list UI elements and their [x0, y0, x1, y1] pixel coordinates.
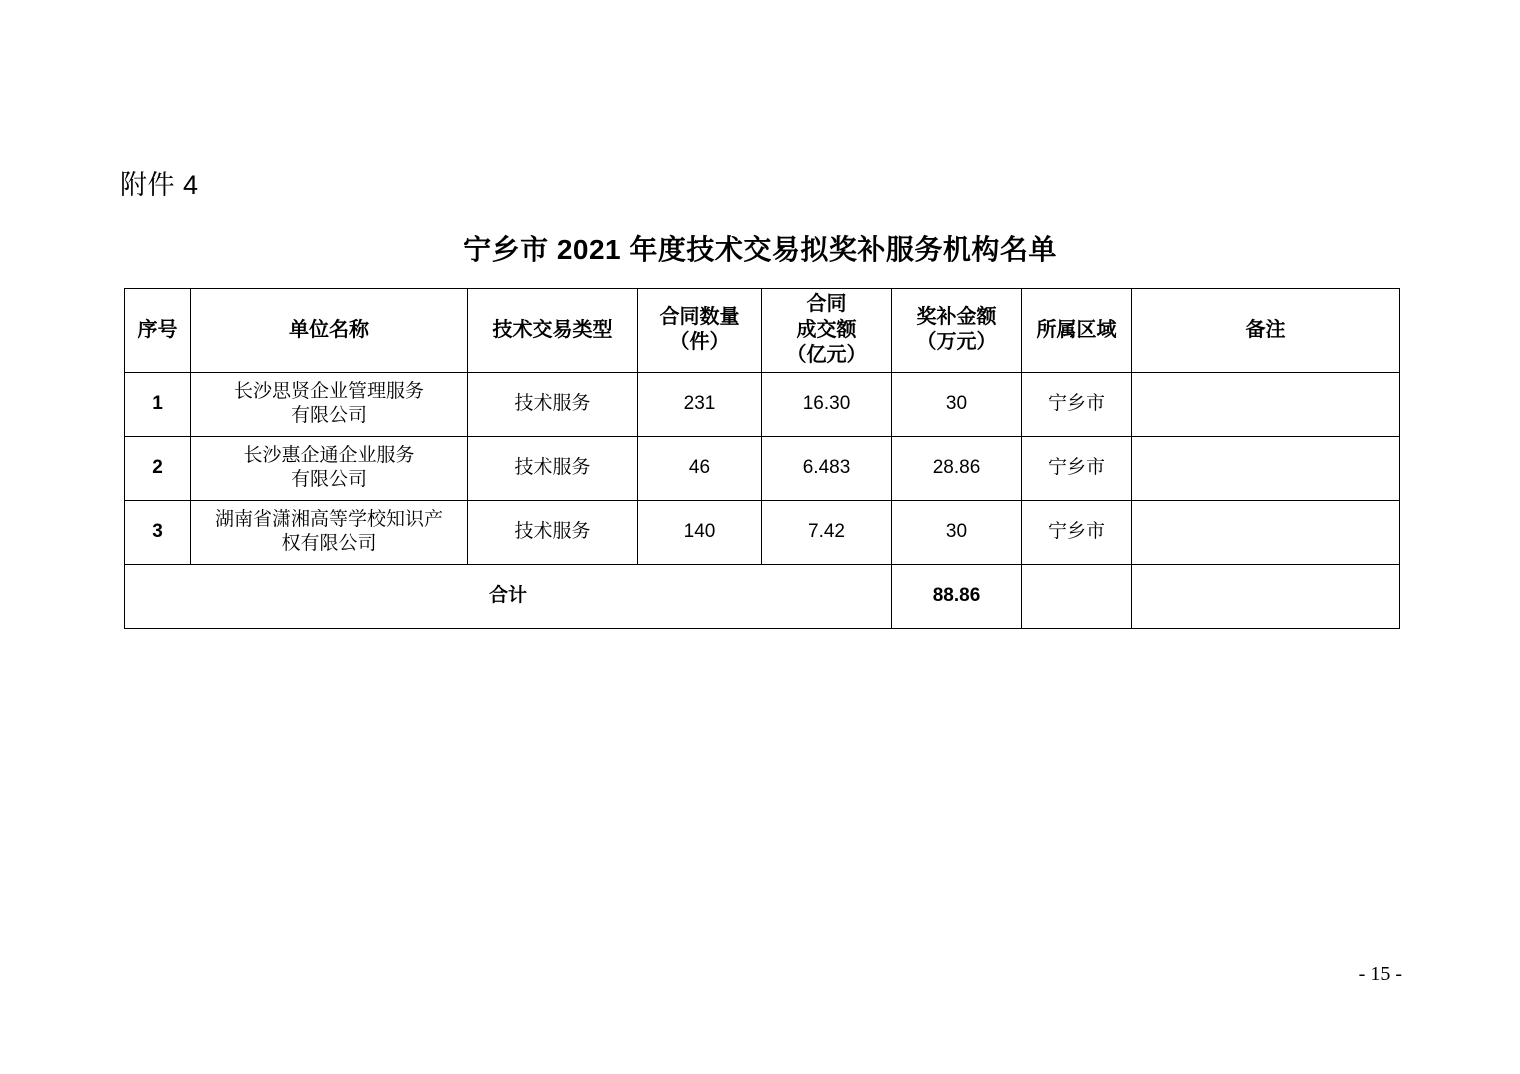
- attachment-label: 附件 4: [120, 170, 199, 200]
- cell-unit-name: [191, 500, 468, 564]
- column-header-contract-amount-line3: （亿元）: [786, 344, 867, 367]
- column-header-no: 序号: [125, 289, 191, 373]
- cell-unit-name-line2: 权有限公司: [281, 533, 377, 555]
- cell-remark: [1132, 436, 1400, 500]
- table-row: [125, 436, 1400, 500]
- column-header-reward-line1: 奖补金额: [916, 305, 997, 328]
- cell-contract-count: 46: [638, 436, 762, 500]
- cell-region: 宁乡市: [1022, 436, 1132, 500]
- column-header-contract-count: [638, 289, 762, 373]
- cell-unit-name: [191, 372, 468, 436]
- cell-remark: [1132, 500, 1400, 564]
- reward-service-agency-table: [124, 288, 1400, 629]
- table-header-row: [125, 289, 1400, 373]
- table-row: [125, 372, 1400, 436]
- cell-unit-name-line1: 长沙思贤企业管理服务: [233, 380, 424, 402]
- cell-unit-name-line2: 有限公司: [290, 405, 367, 427]
- cell-unit-name: [191, 436, 468, 500]
- cell-trade-type: 技术服务: [468, 372, 638, 436]
- cell-contract-amount: 16.30: [762, 372, 892, 436]
- page-number: - 15 -: [1358, 963, 1402, 985]
- column-header-reward: [892, 289, 1022, 373]
- total-region: [1022, 564, 1132, 628]
- cell-no: 3: [125, 500, 191, 564]
- column-header-contract-count-line1: 合同数量: [659, 305, 740, 328]
- column-header-reward-line2: （万元）: [916, 331, 997, 354]
- cell-reward: 30: [892, 500, 1022, 564]
- column-header-contract-count-line2: （件）: [669, 331, 730, 354]
- cell-unit-name-line1: 长沙惠企通企业服务: [243, 444, 415, 466]
- cell-no: 1: [125, 372, 191, 436]
- column-header-contract-amount: [762, 289, 892, 373]
- column-header-remark: 备注: [1132, 289, 1400, 373]
- total-label: 合计: [125, 564, 892, 628]
- cell-reward: 30: [892, 372, 1022, 436]
- cell-region: 宁乡市: [1022, 372, 1132, 436]
- cell-trade-type: 技术服务: [468, 436, 638, 500]
- column-header-unit-name: 单位名称: [191, 289, 468, 373]
- cell-trade-type: 技术服务: [468, 500, 638, 564]
- cell-contract-amount: 6.483: [762, 436, 892, 500]
- cell-reward: 28.86: [892, 436, 1022, 500]
- cell-no: 2: [125, 436, 191, 500]
- cell-contract-amount: 7.42: [762, 500, 892, 564]
- total-remark: [1132, 564, 1400, 628]
- table-total-row: [125, 564, 1400, 628]
- cell-remark: [1132, 372, 1400, 436]
- column-header-trade-type: 技术交易类型: [468, 289, 638, 373]
- page-title: 宁乡市 2021 年度技术交易拟奖补服务机构名单: [463, 234, 1057, 265]
- column-header-region: 所属区域: [1022, 289, 1132, 373]
- column-header-contract-amount-line2: 成交额: [796, 318, 857, 341]
- column-header-contract-amount-line1: 合同: [806, 293, 847, 315]
- cell-contract-count: 231: [638, 372, 762, 436]
- total-reward: 88.86: [892, 564, 1022, 628]
- table-row: [125, 500, 1400, 564]
- cell-unit-name-line1: 湖南省潇湘高等学校知识产: [214, 508, 443, 530]
- cell-contract-count: 140: [638, 500, 762, 564]
- cell-unit-name-line2: 有限公司: [290, 469, 367, 491]
- cell-region: 宁乡市: [1022, 500, 1132, 564]
